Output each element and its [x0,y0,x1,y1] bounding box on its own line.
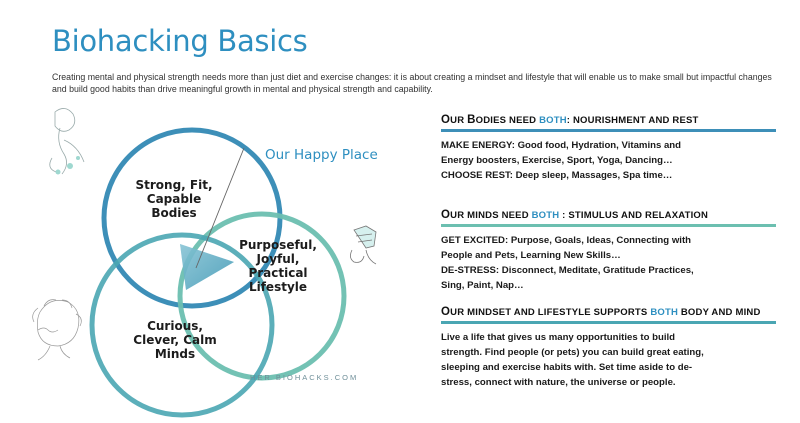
venn-diagram [0,100,420,423]
sneaker-sketch-icon [350,226,376,264]
thinking-head-sketch-icon [33,300,82,360]
section-body: Live a life that gives us many opportunities to build strength. Find people (or pets) you can build great eating, sleeping and exercise habits with. Set time aside to de- stress, connect with nature, the universe or people. [441,332,704,388]
website-credit: HER BIOHACKS.COM [250,373,359,382]
section-mindset [441,306,776,390]
section-divider [441,321,776,324]
info-panel [441,114,776,390]
happy-place-label: Our Happy Place [265,147,378,163]
circle-bodies-label: Strong, Fit, Capable Bodies [135,178,213,220]
circle-minds-label: Curious, Clever, Calm Minds [133,319,217,361]
section-heading: OUR BODIES NEED BOTH: NOURISHMENT AND REST [441,114,699,126]
section-heading: OUR MINDSET AND LIFESTYLE SUPPORTS BOTH BODY AND MIND [441,306,761,318]
page-title: Biohacking Basics [52,24,308,58]
intro-paragraph: Creating mental and physical strength needs more than just diet and exercise changes: it is about creating a mindset and lifestyle that will enable us to make small but impactful changes and build good habits than drive meaningful growth in mental and physical strength and capability. [52,72,772,94]
section-bodies [441,114,776,183]
circle-lifestyle-label: Purposeful, Joyful, Practical Lifestyle [239,238,317,294]
yoga-sketch-icon [50,108,84,174]
section-divider [441,224,776,227]
section-body: MAKE ENERGY: Good food, Hydration, Vitamins and Energy boosters, Exercise, Sport, Yoga, Dancing… CHOOSE REST: Deep sleep, Massages, Spa time… [441,140,682,181]
section-divider [441,129,776,132]
section-heading: OUR MINDS NEED BOTH : STIMULUS AND RELAXATION [441,209,709,221]
section-body: GET EXCITED: Purpose, Goals, Ideas, Connecting with People and Pets, Learning New Skills… DE-STRESS: Disconnect, Meditate, Gratitude Practices, Sing, Paint, Nap… [441,235,694,291]
section-minds [441,209,776,293]
